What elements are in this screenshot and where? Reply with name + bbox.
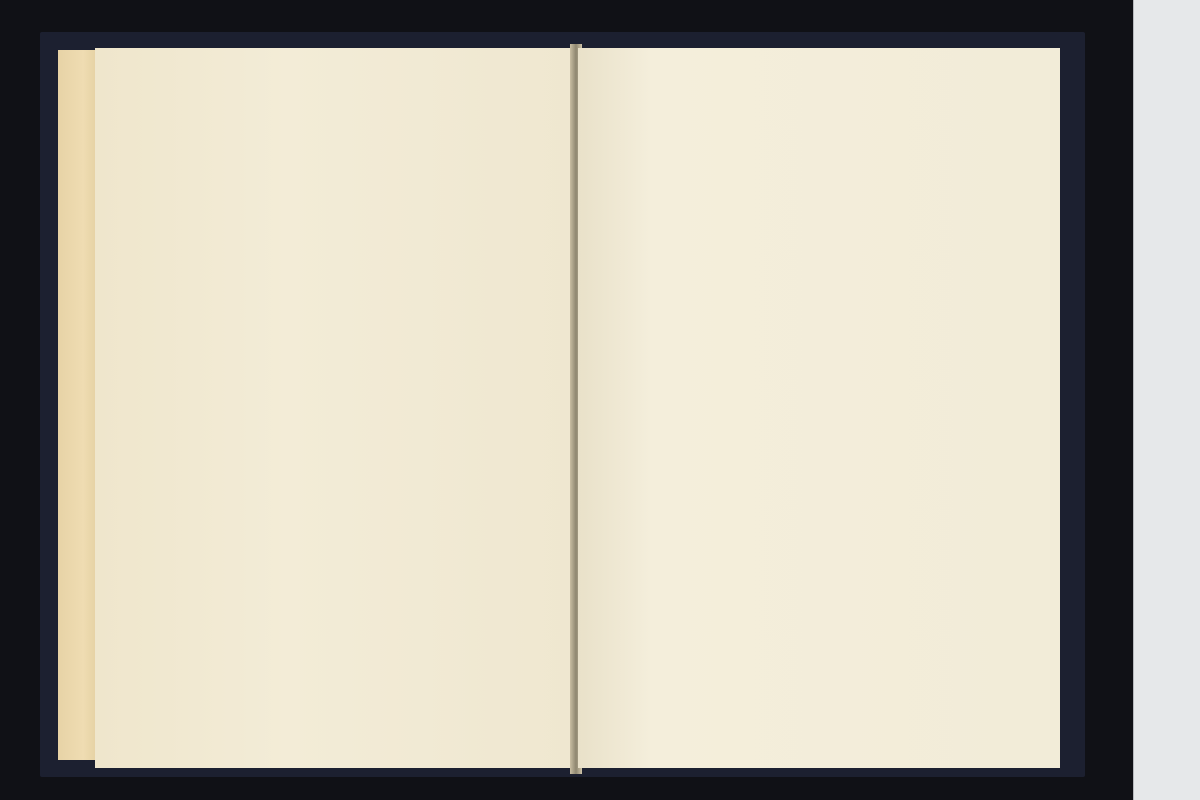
page-edge xyxy=(58,50,100,760)
left-page xyxy=(95,48,575,768)
right-page xyxy=(578,48,1060,768)
measuring-ruler xyxy=(1133,0,1200,800)
